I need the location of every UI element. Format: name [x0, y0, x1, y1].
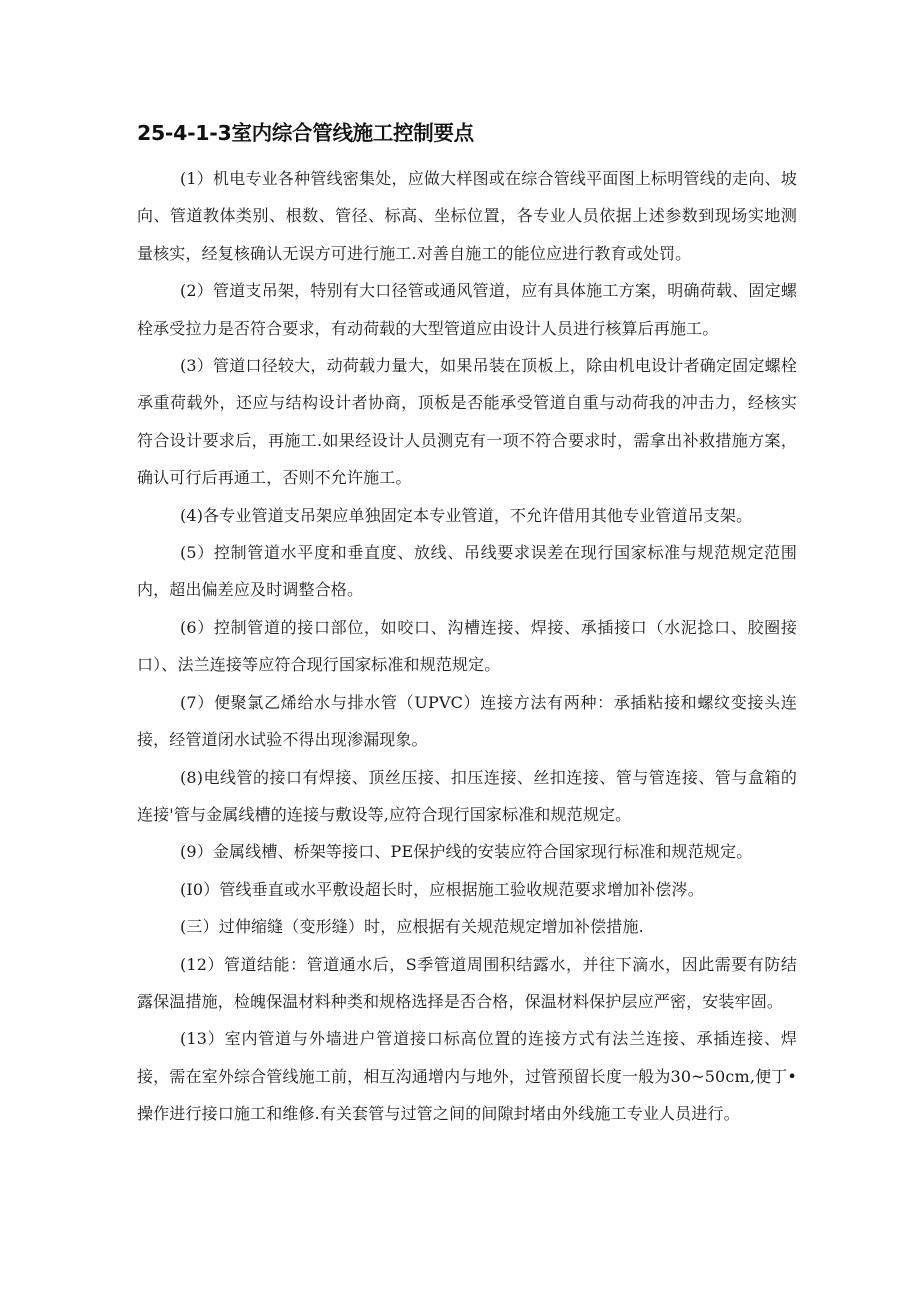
paragraph-4: (4)各专业管道支吊架应单独固定本专业管道，不允许借用其他专业管道吊支架。: [180, 505, 753, 525]
paragraph-11: (三）过伸缩缝（变形缝）时，应根据有关规范规定增加补偿措施.: [180, 917, 644, 937]
paragraph-2: (2）管道支吊架，特别有大口径管或通风管道，应有具体施工方案，明确荷载、固定螺栓承受拉力是否符合要求，有动荷载的大型管道应由设计人员进行核算后再施工。: [137, 281, 797, 338]
document-body: [137, 160, 797, 1133]
paragraph-1: (1）机电专业各种管线密集处，应做大样图或在综合管线平面图上标明管线的走向、坡向、管道教体类别、根数、管径、标高、坐标位置，各专业人员依据上述参数到现场实地测量核实，经复核确认无误方可进行施工.对善自施工的能位应进行教育或处罚。: [137, 169, 797, 263]
paragraph-13: (13）室内管道与外墙进户管道接口标高位置的连接方式有法兰连接、承插连接、焊接，需在室外综合管线施工前，相互沟通增内与地外，过管预留长度一般为30~50cm,便丁•操作进行接口施工和维修.有关套管与过管之间的间隙封堵由外线施工专业人员进行。: [137, 1029, 797, 1124]
paragraph-3: (3）管道口径较大，动荷载力量大，如果吊装在顶板上，除由机电设计者确定固定螺栓承重荷载外，还应与结构设计者协商，顶板是否能承受管道自重与动荷我的冲击力，经核实符合设计要求后，再施工.如果经设计人员测克有一项不符合要求时，需拿出补救措施方案，确认可行后再通工，否则不允许施工。: [137, 356, 797, 488]
paragraph-6: (6）控制管道的接口部位，如咬口、沟槽连接、焊接、承插接口（水泥捻口、胶圈接口）、法兰连接等应符合现行国家标准和规范规定。: [137, 617, 797, 675]
paragraph-10: (I0）管线垂直或水平敷设超长时，应根据施工验收规范要求增加补偿涔。: [180, 879, 704, 899]
paragraph-5: (5）控制管道水平度和垂直度、放线、吊线要求误差在现行国家标准与规范规定范围内，超出偏差应及时调整合格。: [137, 543, 797, 600]
paragraph-8: (8)电线管的接口有焊接、顶丝压接、扣压连接、丝扣连接、管与管连接、管与盒箱的连接'管与金属线槽的连接与敷设等,应符合现行国家标准和规范规定。: [137, 767, 797, 824]
section-heading: 25-4-1-3室内综合管线施工控制要点: [137, 121, 474, 145]
paragraph-7: (7）便聚氯乙烯给水与排水管（UPVC）连接方法有两种：承插粘接和螺纹变接头连接，经管道闭水试验不得出现渗漏现象。: [137, 692, 797, 750]
paragraph-9: (9）金属线槽、桥架等接口、PE保护线的安装应符合国家现行标准和规范规定。: [180, 842, 753, 862]
paragraph-12: (12）管道结能：管道通水后，S季管道周围积结露水，并往下滴水，因此需要有防结露保温措施，检魄保温材料种类和规格选择是否合格，保温材料保护层应严密，安装牢固。: [137, 954, 797, 1011]
